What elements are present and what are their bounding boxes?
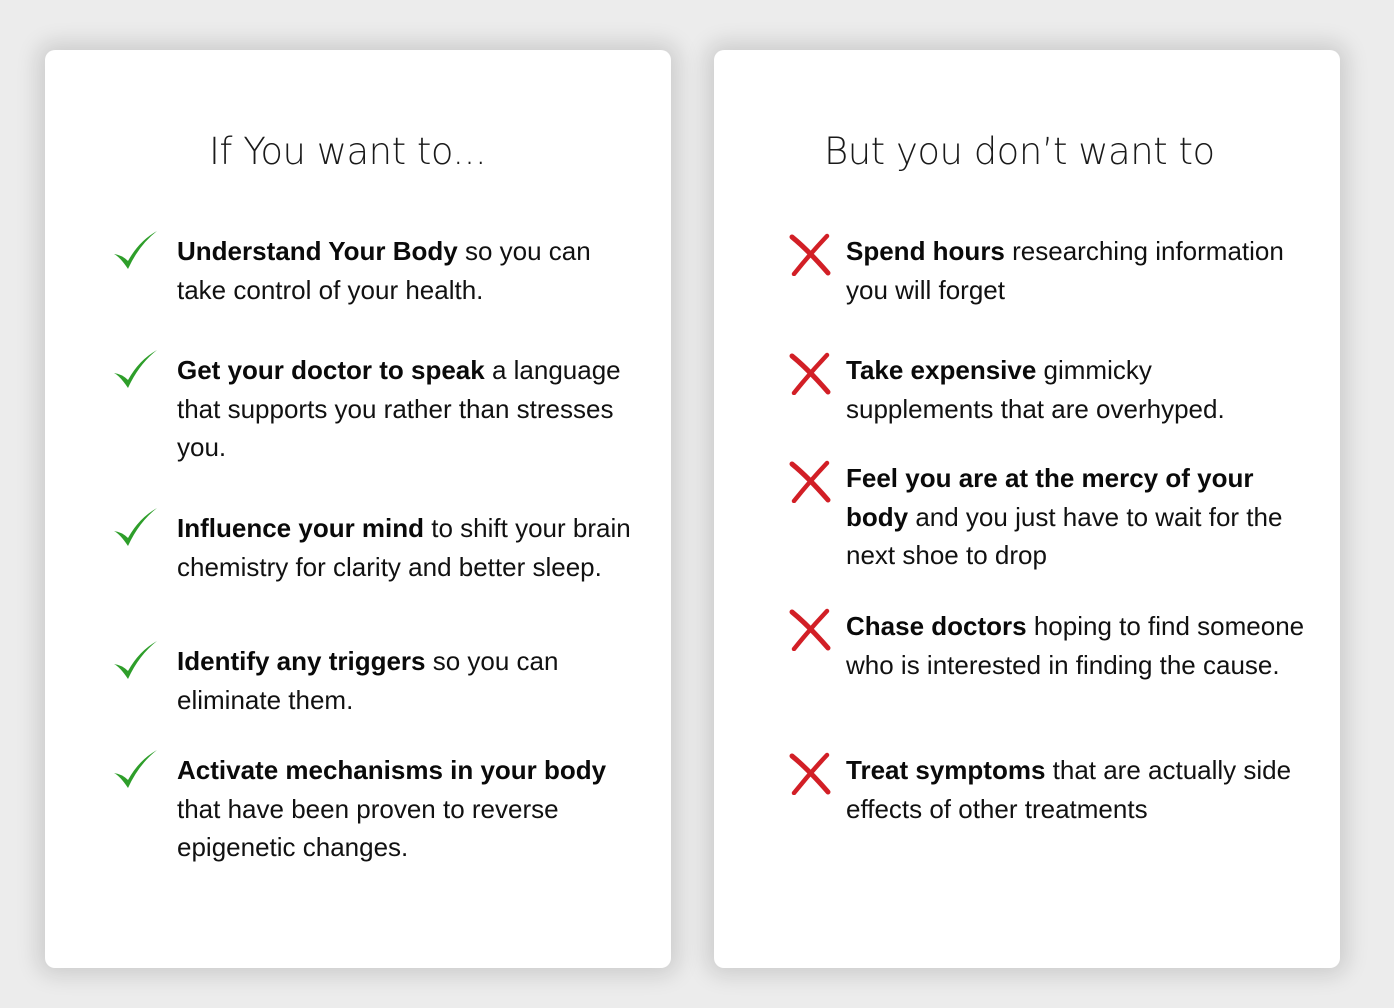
check-icon <box>111 347 159 395</box>
dont-want-item <box>846 751 1306 828</box>
want-item-text: to shift your brain chemistry for clarity and better sleep. <box>177 513 631 582</box>
want-card <box>45 50 671 968</box>
dont-want-item <box>846 607 1306 684</box>
dont-want-item-bold: Feel you are at the mercy of your body <box>846 463 1254 532</box>
dont-want-item <box>846 351 1306 428</box>
want-item-text: so you can eliminate them. <box>177 646 559 715</box>
cross-icon <box>788 232 832 276</box>
want-item-text: a language that supports you rather than stresses you. <box>177 355 621 462</box>
want-item <box>177 232 637 309</box>
want-item <box>177 642 637 719</box>
want-item <box>177 751 637 867</box>
want-item-bold: Influence your mind <box>177 513 425 543</box>
dont-want-item-bold: Chase doctors <box>846 611 1027 641</box>
dont-want-item-text: and you just have to wait for the next shoe to drop <box>846 501 1283 570</box>
cross-icon <box>788 459 832 503</box>
dont-want-item-bold: Take expensive <box>846 355 1037 385</box>
dont-want-item-bold: Spend hours <box>846 236 1005 266</box>
want-item-bold: Understand Your Body <box>177 236 458 266</box>
want-card-title: If You want to... <box>209 130 487 173</box>
check-icon <box>111 747 159 795</box>
dont-want-item-text: hoping to find someone who is interested in finding the cause. <box>846 611 1305 680</box>
dont-want-item <box>846 459 1306 575</box>
want-item-bold: Activate mechanisms in your body <box>177 755 607 785</box>
dont-want-item <box>846 232 1306 309</box>
cross-icon <box>788 751 832 795</box>
dont-want-item-text: gimmicky supplements that are overhyped. <box>846 355 1225 424</box>
cross-icon <box>788 351 832 395</box>
check-icon <box>111 505 159 553</box>
want-item-bold: Identify any triggers <box>177 646 426 676</box>
want-item-text: that have been proven to reverse epigenetic changes. <box>177 793 559 862</box>
cross-icon <box>788 607 832 651</box>
dont-want-item-text: researching information you will forget <box>846 236 1284 305</box>
want-item-text: so you can take control of your health. <box>177 236 591 305</box>
want-item-bold: Get your doctor to speak <box>177 355 485 385</box>
want-item <box>177 509 637 586</box>
dont-want-item-text: that are actually side effects of other treatments <box>846 755 1292 824</box>
check-icon <box>111 638 159 686</box>
want-item <box>177 351 637 467</box>
dont-want-card-title: But you don’t want to <box>824 130 1215 173</box>
check-icon <box>111 228 159 276</box>
dont-want-card <box>714 50 1340 968</box>
dont-want-item-bold: Treat symptoms <box>846 755 1046 785</box>
